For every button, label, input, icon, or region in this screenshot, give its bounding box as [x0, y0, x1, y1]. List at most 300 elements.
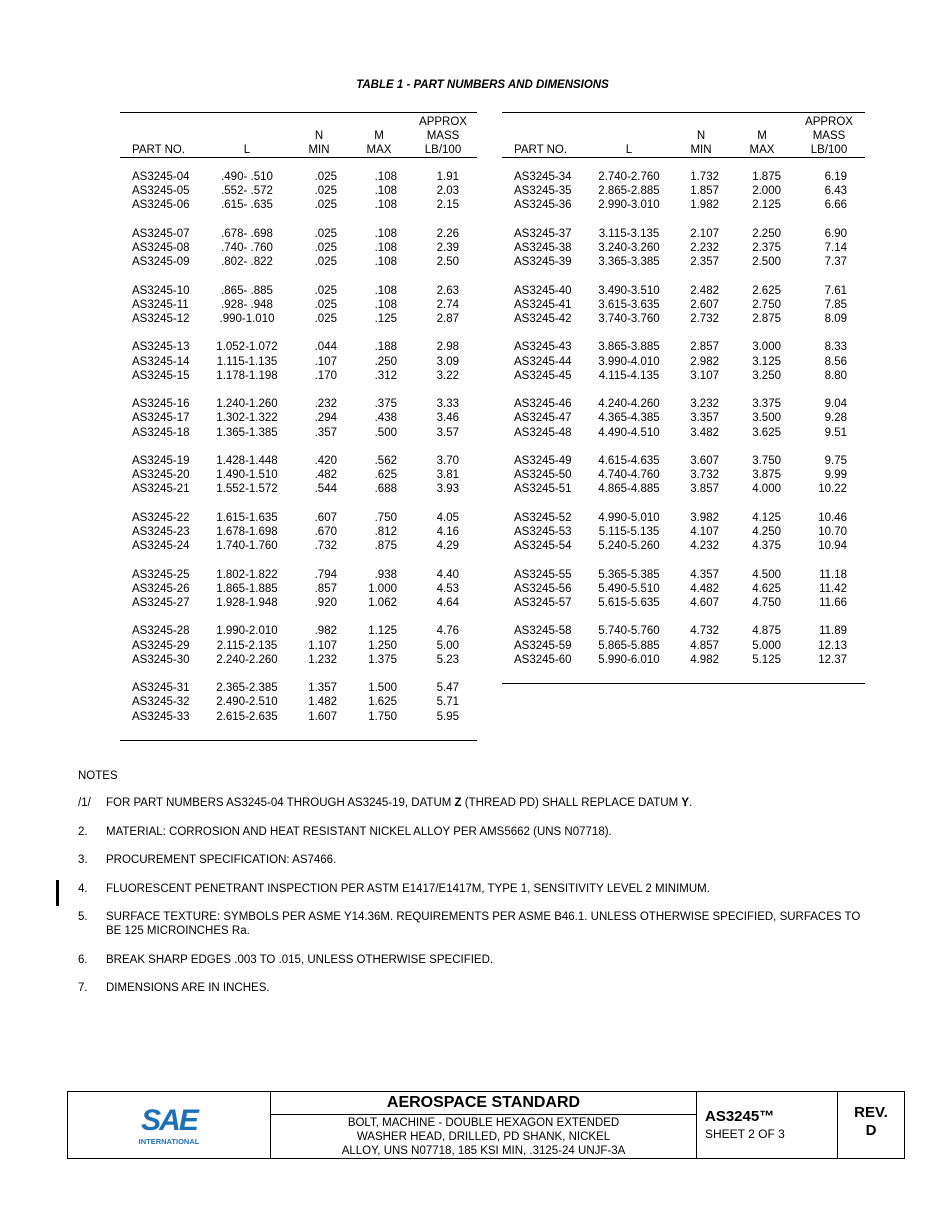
- cell-l: .552- .572: [221, 185, 273, 198]
- cell-mass: 6.19: [824, 171, 847, 183]
- cell-m-max: .108: [374, 185, 397, 198]
- cell-l: 1.615-1.635: [216, 511, 278, 524]
- sae-logo: [68, 1092, 271, 1158]
- table-row: [502, 468, 865, 482]
- cell-mass: 7.61: [824, 284, 847, 297]
- header-l: L: [205, 113, 289, 158]
- table-row: [502, 284, 865, 298]
- cell-n-min: 1.232: [308, 653, 337, 666]
- table-row: [120, 198, 477, 212]
- cell-part-no: AS3245-44: [514, 355, 572, 368]
- cell-n-min: .107: [314, 355, 337, 368]
- svg-text:SAE: SAE: [141, 1104, 197, 1137]
- table-row: [120, 426, 477, 440]
- cell-part-no: AS3245-10: [132, 284, 190, 297]
- cell-n-min: .170: [314, 369, 337, 382]
- cell-n-min: 2.232: [690, 242, 719, 254]
- cell-mass: 9.75: [824, 454, 847, 467]
- header-m: M MAX: [731, 113, 793, 158]
- cell-mass: 2.26: [436, 227, 459, 240]
- cell-n-min: 1.482: [308, 696, 337, 709]
- cell-mass: 9.04: [824, 398, 847, 411]
- table-row: [502, 454, 865, 468]
- cell-mass: 3.93: [436, 483, 459, 496]
- cell-part-no: AS3245-11: [132, 298, 189, 311]
- cell-mass: 3.09: [436, 355, 459, 368]
- header-part-no: PART NO.: [502, 113, 587, 158]
- cell-n-min: .025: [314, 256, 337, 269]
- cell-n-min: 3.482: [690, 426, 719, 439]
- cell-m-max: 1.125: [368, 625, 397, 638]
- table-row: [502, 568, 865, 582]
- table-row: [120, 397, 477, 411]
- cell-m-max: 1.062: [368, 596, 397, 609]
- parts-table-right: [502, 112, 865, 684]
- cell-m-max: .108: [374, 242, 397, 254]
- cell-mass: 3.57: [436, 426, 459, 439]
- cell-n-min: .025: [314, 171, 337, 183]
- cell-m-max: 2.375: [752, 242, 781, 254]
- cell-n-min: .794: [314, 568, 337, 581]
- cell-part-no: AS3245-45: [514, 369, 572, 382]
- table-row: [502, 426, 865, 440]
- cell-part-no: AS3245-43: [514, 341, 572, 354]
- table-row: [120, 284, 477, 298]
- cell-m-max: .108: [374, 171, 397, 183]
- cell-part-no: AS3245-54: [514, 540, 572, 553]
- cell-m-max: .108: [374, 227, 397, 240]
- cell-m-max: 4.875: [752, 625, 781, 638]
- cell-n-min: .670: [314, 525, 337, 538]
- cell-l: .678- .698: [221, 227, 273, 240]
- cell-mass: 4.05: [436, 511, 459, 524]
- cell-part-no: AS3245-30: [132, 653, 190, 666]
- cell-part-no: AS3245-48: [514, 426, 572, 439]
- cell-mass: 11.18: [819, 568, 847, 581]
- cell-mass: 9.51: [824, 426, 847, 439]
- cell-mass: 2.74: [436, 298, 459, 311]
- document-title: [271, 1092, 697, 1158]
- cell-m-max: 3.500: [752, 412, 781, 425]
- cell-l: 3.990-4.010: [598, 355, 660, 368]
- cell-mass: 2.50: [436, 256, 459, 269]
- cell-m-max: 1.750: [368, 710, 397, 723]
- cell-part-no: AS3245-04: [132, 171, 190, 183]
- cell-part-no: AS3245-33: [132, 710, 190, 723]
- cell-n-min: 1.107: [308, 639, 337, 652]
- cell-m-max: 4.125: [752, 511, 781, 524]
- cell-mass: 10.70: [818, 525, 847, 538]
- table-row: [120, 511, 477, 525]
- cell-n-min: .607: [314, 511, 337, 524]
- cell-mass: 2.03: [436, 185, 459, 198]
- cell-part-no: AS3245-36: [514, 199, 572, 212]
- table-row: [502, 312, 865, 326]
- cell-n-min: .025: [314, 284, 337, 297]
- cell-m-max: .562: [374, 454, 397, 467]
- document-number: AS3245™: [705, 1108, 775, 1125]
- cell-m-max: 3.000: [752, 341, 781, 354]
- cell-mass: 4.76: [436, 625, 459, 638]
- table-row: [120, 525, 477, 539]
- cell-l: 2.865-2.885: [598, 185, 660, 198]
- cell-n-min: 2.607: [690, 298, 719, 311]
- cell-part-no: AS3245-37: [514, 227, 572, 240]
- cell-n-min: 3.857: [690, 483, 719, 496]
- cell-mass: 7.85: [824, 298, 847, 311]
- table-row: [120, 596, 477, 610]
- table-row: [120, 568, 477, 582]
- cell-n-min: .294: [314, 412, 337, 425]
- cell-part-no: AS3245-56: [514, 582, 572, 595]
- cell-m-max: .108: [374, 284, 397, 297]
- cell-part-no: AS3245-34: [514, 171, 572, 183]
- cell-m-max: 3.875: [752, 469, 781, 482]
- cell-mass: 8.33: [824, 341, 847, 354]
- cell-m-max: 4.750: [752, 596, 781, 609]
- cell-part-no: AS3245-28: [132, 625, 190, 638]
- cell-mass: 4.29: [436, 540, 459, 553]
- cell-l: 4.865-4.885: [598, 483, 660, 496]
- table-row: [120, 241, 477, 255]
- cell-part-no: AS3245-15: [132, 369, 190, 382]
- cell-l: 1.552-1.572: [216, 483, 278, 496]
- table-row: [502, 241, 865, 255]
- cell-n-min: 4.732: [690, 625, 719, 638]
- cell-m-max: 3.750: [752, 454, 781, 467]
- cell-m-max: 2.125: [752, 199, 781, 212]
- cell-l: 1.678-1.698: [216, 525, 278, 538]
- svg-text:INTERNATIONAL: INTERNATIONAL: [138, 1137, 200, 1146]
- cell-l: 3.740-3.760: [598, 313, 660, 325]
- cell-l: .990-1.010: [219, 313, 275, 325]
- cell-n-min: .025: [314, 313, 337, 325]
- table-row: [120, 653, 477, 667]
- note-item: [78, 882, 878, 896]
- table-row: [502, 198, 865, 212]
- cell-part-no: AS3245-17: [132, 412, 190, 425]
- table-row: [502, 582, 865, 596]
- note-text: SURFACE TEXTURE: SYMBOLS PER ASME Y14.36M. REQUIREMENTS PER ASME B46.1. UNLESS OTHERWISE SPECIFIED, SURFACES TO BE 125 MICROINCHES Ra.: [106, 911, 861, 937]
- table-row: [120, 184, 477, 198]
- cell-l: .928- .948: [221, 298, 273, 311]
- cell-mass: 3.70: [436, 454, 459, 467]
- table-row: [120, 227, 477, 241]
- cell-n-min: .044: [314, 341, 337, 354]
- table-row: [120, 468, 477, 482]
- cell-l: 2.490-2.510: [216, 696, 278, 709]
- cell-mass: 5.71: [436, 696, 459, 709]
- header-part-no: PART NO.: [120, 113, 205, 158]
- cell-part-no: AS3245-19: [132, 454, 190, 467]
- header-n: N MIN: [671, 113, 731, 158]
- table-row: [120, 411, 477, 425]
- cell-part-no: AS3245-21: [132, 483, 190, 496]
- note-number: 6.: [78, 953, 88, 966]
- cell-part-no: AS3245-14: [132, 355, 190, 368]
- cell-mass: 3.81: [436, 469, 459, 482]
- header-mass: APPROX MASS LB/100: [793, 113, 865, 158]
- cell-l: 1.490-1.510: [216, 469, 278, 482]
- cell-mass: 12.13: [818, 639, 847, 652]
- cell-l: 1.740-1.760: [216, 540, 278, 553]
- cell-mass: 2.98: [436, 341, 459, 354]
- cell-part-no: AS3245-22: [132, 511, 190, 524]
- cell-l: 4.990-5.010: [598, 511, 660, 524]
- note-item: [78, 853, 878, 867]
- cell-n-min: 4.107: [690, 525, 719, 538]
- cell-part-no: AS3245-25: [132, 568, 190, 581]
- cell-m-max: .688: [374, 483, 397, 496]
- cell-n-min: .232: [314, 398, 337, 411]
- cell-l: 5.990-6.010: [598, 653, 660, 666]
- cell-m-max: 4.000: [752, 483, 781, 496]
- cell-l: 1.365-1.385: [216, 426, 278, 439]
- cell-n-min: .544: [314, 483, 337, 496]
- cell-part-no: AS3245-12: [132, 313, 190, 325]
- cell-l: 1.928-1.948: [216, 596, 278, 609]
- cell-part-no: AS3245-60: [514, 653, 572, 666]
- cell-m-max: 1.500: [368, 682, 397, 695]
- cell-part-no: AS3245-20: [132, 469, 190, 482]
- cell-mass: 7.37: [824, 256, 847, 269]
- cell-mass: 8.56: [824, 355, 847, 368]
- cell-l: 3.240-3.260: [598, 242, 660, 254]
- cell-n-min: 1.982: [690, 199, 719, 212]
- cell-mass: 5.00: [436, 639, 459, 652]
- cell-mass: 12.37: [818, 653, 847, 666]
- table-row: [120, 340, 477, 354]
- cell-part-no: AS3245-57: [514, 596, 572, 609]
- cell-n-min: 1.357: [308, 682, 337, 695]
- table-row: [120, 454, 477, 468]
- cell-l: 3.365-3.385: [598, 256, 660, 269]
- cell-mass: 10.22: [818, 483, 847, 496]
- parts-table-left: [120, 112, 477, 741]
- cell-part-no: AS3245-18: [132, 426, 190, 439]
- cell-n-min: .982: [314, 625, 337, 638]
- cell-part-no: AS3245-41: [514, 298, 572, 311]
- cell-mass: 8.09: [824, 313, 847, 325]
- cell-n-min: .025: [314, 227, 337, 240]
- cell-mass: 6.43: [824, 185, 847, 198]
- note-text: FOR PART NUMBERS AS3245-04 THROUGH AS3245-19, DATUM Z (THREAD PD) SHALL REPLACE DATUM Y.: [106, 797, 693, 809]
- cell-part-no: AS3245-07: [132, 227, 190, 240]
- table-title: TABLE 1 - PART NUMBERS AND DIMENSIONS: [356, 79, 609, 91]
- table-row: [502, 397, 865, 411]
- cell-l: 1.428-1.448: [216, 454, 278, 467]
- cell-n-min: 1.732: [690, 171, 719, 183]
- cell-mass: 4.40: [436, 568, 459, 581]
- cell-l: 1.302-1.322: [216, 412, 278, 425]
- cell-m-max: 2.500: [752, 256, 781, 269]
- cell-n-min: 2.732: [690, 313, 719, 325]
- cell-l: 4.490-4.510: [598, 426, 660, 439]
- parts-table-body: [502, 158, 865, 667]
- cell-part-no: AS3245-26: [132, 582, 190, 595]
- cell-l: .615- .635: [221, 199, 273, 212]
- notes-section: [78, 770, 878, 1010]
- cell-l: 4.615-4.635: [598, 454, 660, 467]
- cell-part-no: AS3245-42: [514, 313, 572, 325]
- cell-mass: 3.33: [436, 398, 459, 411]
- cell-part-no: AS3245-59: [514, 639, 572, 652]
- cell-part-no: AS3245-49: [514, 454, 572, 467]
- cell-mass: 6.90: [824, 227, 847, 240]
- cell-part-no: AS3245-46: [514, 398, 572, 411]
- cell-l: 5.615-5.635: [598, 596, 660, 609]
- header-m: M MAX: [349, 113, 409, 158]
- cell-part-no: AS3245-27: [132, 596, 190, 609]
- cell-mass: 2.39: [436, 242, 459, 254]
- note-item: [78, 796, 878, 810]
- table-row: [502, 227, 865, 241]
- header-mass: APPROX MASS LB/100: [409, 113, 477, 158]
- cell-l: 5.115-5.135: [598, 525, 660, 538]
- cell-l: 2.990-3.010: [598, 199, 660, 212]
- cell-l: 2.115-2.135: [216, 639, 278, 652]
- table-row: [120, 482, 477, 496]
- cell-mass: 4.53: [436, 582, 459, 595]
- cell-m-max: .188: [374, 341, 397, 354]
- cell-n-min: 2.107: [690, 227, 719, 240]
- cell-n-min: 3.607: [690, 454, 719, 467]
- cell-m-max: 1.875: [752, 171, 781, 183]
- table-row: [120, 298, 477, 312]
- cell-m-max: 3.250: [752, 369, 781, 382]
- table-row: [120, 582, 477, 596]
- cell-l: 1.240-1.260: [216, 398, 278, 411]
- cell-l: 5.240-5.260: [598, 540, 660, 553]
- cell-m-max: 2.875: [752, 313, 781, 325]
- table-row: [120, 639, 477, 653]
- note-item: [78, 910, 878, 938]
- table-row: [120, 681, 477, 695]
- cell-l: 5.865-5.885: [598, 639, 660, 652]
- note-text: PROCUREMENT SPECIFICATION: AS7466.: [106, 854, 337, 866]
- sheet-number: SHEET 2 OF 3: [705, 1127, 785, 1141]
- table-row: [120, 170, 477, 184]
- cell-l: 1.052-1.072: [216, 341, 278, 354]
- cell-n-min: 3.232: [690, 398, 719, 411]
- cell-m-max: .875: [374, 540, 397, 553]
- cell-part-no: AS3245-58: [514, 625, 572, 638]
- cell-mass: 1.91: [436, 171, 459, 183]
- cell-mass: 5.47: [436, 682, 459, 695]
- cell-m-max: 4.625: [752, 582, 781, 595]
- table-row: [502, 639, 865, 653]
- cell-n-min: 2.857: [690, 341, 719, 354]
- cell-l: 2.740-2.760: [598, 171, 660, 183]
- cell-mass: 5.95: [436, 710, 459, 723]
- cell-part-no: AS3245-06: [132, 199, 190, 212]
- cell-m-max: .938: [374, 568, 397, 581]
- document-description: BOLT, MACHINE - DOUBLE HEXAGON EXTENDED WASHER HEAD, DRILLED, PD SHANK, NICKEL ALLOY, UNS N07718, 185 KSI MIN, .3125-24 UNJF-3A: [341, 1117, 626, 1157]
- cell-m-max: .500: [374, 426, 397, 439]
- notes-heading: NOTES: [78, 770, 118, 782]
- cell-l: 3.865-3.885: [598, 341, 660, 354]
- cell-l: 1.115-1.135: [216, 355, 278, 368]
- cell-m-max: .625: [374, 469, 397, 482]
- cell-part-no: AS3245-53: [514, 525, 572, 538]
- cell-n-min: .482: [314, 469, 337, 482]
- note-item: [78, 825, 878, 839]
- cell-part-no: AS3245-38: [514, 242, 572, 254]
- cell-mass: 10.46: [818, 511, 847, 524]
- cell-m-max: .812: [374, 525, 397, 538]
- header-l: L: [587, 113, 671, 158]
- table-row: [120, 710, 477, 724]
- cell-part-no: AS3245-09: [132, 256, 190, 269]
- parts-table-body: [120, 158, 477, 724]
- cell-mass: 7.14: [824, 242, 847, 254]
- cell-mass: 6.66: [824, 199, 847, 212]
- cell-n-min: 1.607: [308, 710, 337, 723]
- cell-part-no: AS3245-05: [132, 185, 190, 198]
- cell-l: 1.178-1.198: [216, 369, 278, 382]
- cell-n-min: .920: [314, 596, 337, 609]
- cell-part-no: AS3245-55: [514, 568, 572, 581]
- table-row: [120, 369, 477, 383]
- cell-n-min: .357: [314, 426, 337, 439]
- cell-part-no: AS3245-50: [514, 469, 572, 482]
- cell-l: 1.990-2.010: [216, 625, 278, 638]
- cell-n-min: 3.732: [690, 469, 719, 482]
- cell-l: 1.865-1.885: [216, 582, 278, 595]
- cell-mass: 9.28: [824, 412, 847, 425]
- table-row: [502, 355, 865, 369]
- cell-l: 5.365-5.385: [598, 568, 660, 581]
- cell-n-min: 4.482: [690, 582, 719, 595]
- table-row: [120, 355, 477, 369]
- revision-value: D: [865, 1122, 877, 1139]
- cell-n-min: 4.982: [690, 653, 719, 666]
- cell-l: 4.365-4.385: [598, 412, 660, 425]
- cell-m-max: .125: [374, 313, 397, 325]
- cell-m-max: 1.000: [368, 582, 397, 595]
- cell-n-min: .025: [314, 242, 337, 254]
- cell-n-min: .420: [314, 454, 337, 467]
- cell-n-min: 3.107: [690, 369, 719, 382]
- cell-m-max: .438: [374, 412, 397, 425]
- note-number: 4.: [78, 882, 88, 895]
- cell-mass: 8.80: [824, 369, 847, 382]
- cell-m-max: 4.500: [752, 568, 781, 581]
- note-text: BREAK SHARP EDGES .003 TO .015, UNLESS OTHERWISE SPECIFIED.: [106, 953, 494, 966]
- table-row: [502, 298, 865, 312]
- cell-n-min: 4.357: [690, 568, 719, 581]
- cell-m-max: 1.625: [368, 696, 397, 709]
- cell-m-max: 3.375: [752, 398, 781, 411]
- table-row: [120, 539, 477, 553]
- cell-part-no: AS3245-32: [132, 696, 190, 709]
- cell-n-min: 4.232: [690, 540, 719, 553]
- note-number: 2.: [78, 825, 88, 838]
- cell-part-no: AS3245-24: [132, 540, 190, 553]
- cell-part-no: AS3245-29: [132, 639, 190, 652]
- cell-mass: 11.89: [819, 625, 847, 638]
- cell-n-min: 4.607: [690, 596, 719, 609]
- cell-l: .740- .760: [221, 242, 273, 254]
- note-number: 3.: [78, 854, 88, 866]
- cell-l: 2.240-2.260: [216, 653, 278, 666]
- table-row: [120, 312, 477, 326]
- cell-l: 5.740-5.760: [598, 625, 660, 638]
- note-number: 5.: [78, 911, 88, 923]
- table-row: [502, 511, 865, 525]
- table-row: [120, 695, 477, 709]
- cell-l: 3.115-3.135: [598, 227, 660, 240]
